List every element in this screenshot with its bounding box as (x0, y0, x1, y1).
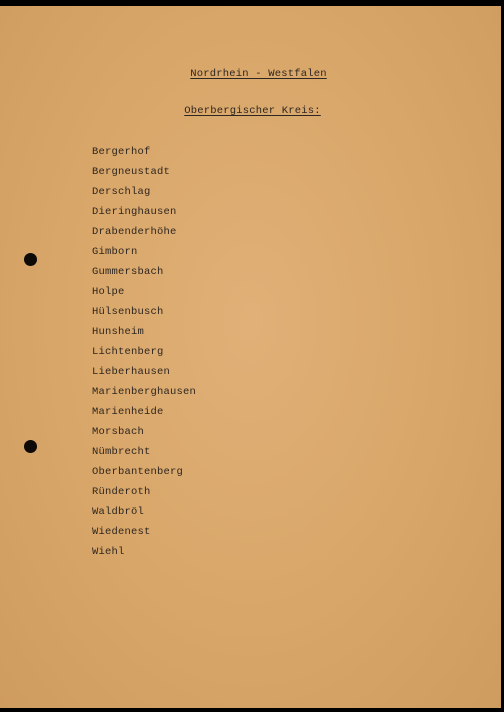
list-item: Lieberhausen (92, 366, 171, 378)
state-title: Nordrhein - Westfalen (190, 68, 327, 80)
district-title: Oberbergischer Kreis: (184, 105, 321, 117)
list-item: Marienberghausen (92, 386, 197, 398)
list-item: Ründeroth (92, 486, 151, 498)
list-item: Drabenderhöhe (92, 226, 177, 238)
list-item: Dieringhausen (92, 206, 177, 218)
list-item: Bergneustadt (92, 166, 171, 178)
list-item: Holpe (92, 286, 125, 298)
list-item: Wiedenest (92, 526, 151, 538)
list-item: Lichtenberg (92, 346, 164, 358)
list-item: Gimborn (92, 246, 138, 258)
punch-hole-bottom (24, 440, 37, 453)
list-item: Gummersbach (92, 266, 164, 278)
list-item: Marienheide (92, 406, 164, 418)
list-item: Nümbrecht (92, 446, 151, 458)
town-list (92, 142, 196, 562)
punch-hole-top (24, 253, 37, 266)
list-item: Hunsheim (92, 326, 145, 338)
list-item: Waldbröl (92, 506, 145, 518)
list-item: Morsbach (92, 426, 145, 438)
list-item: Oberbantenberg (92, 466, 184, 478)
document-page (0, 6, 501, 708)
list-item: Derschlag (92, 186, 151, 198)
list-item: Wiehl (92, 546, 125, 558)
list-item: Bergerhof (92, 146, 151, 158)
list-item: Hülsenbusch (92, 306, 164, 318)
